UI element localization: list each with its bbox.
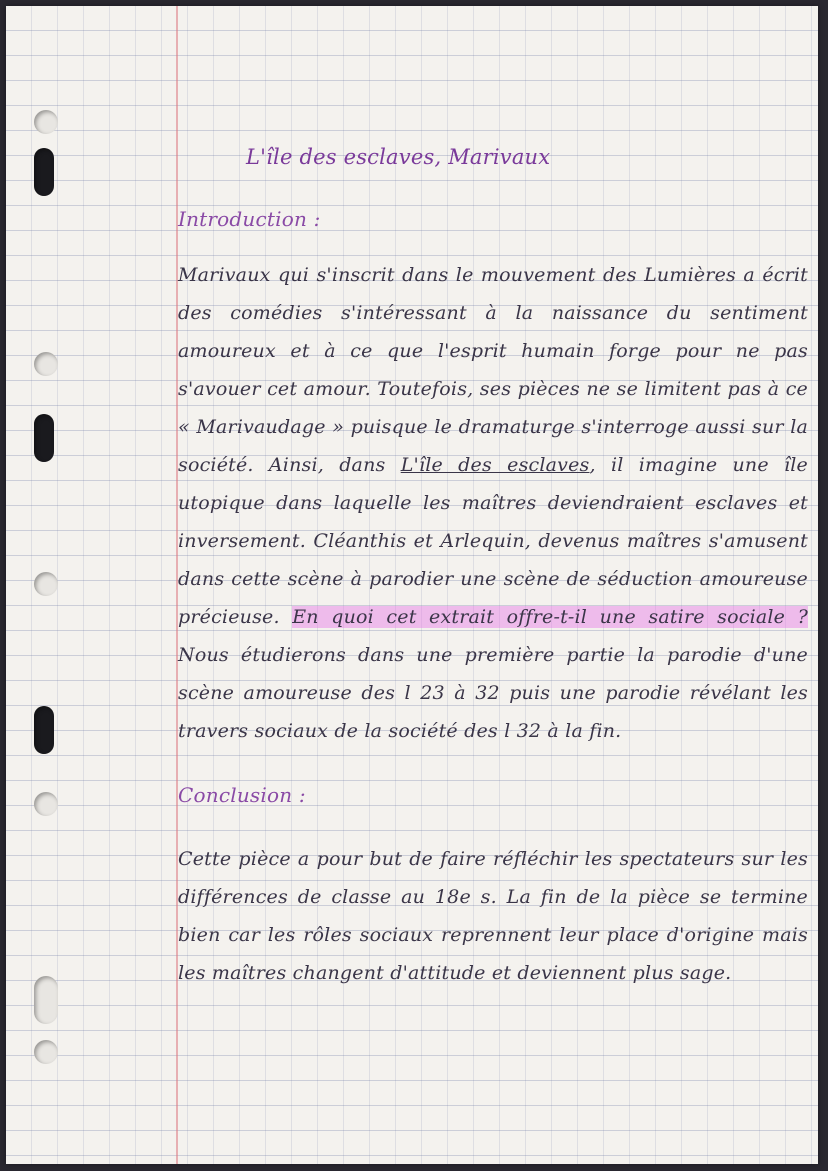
intro-text: Nous étudierons dans une première partie la parodie d'une scène amoureuse des l 23 à 32 puis une parodie révélant les travers sociaux de la société des l 32 à la fin. [178, 644, 808, 742]
problematic-highlight: En quoi cet extrait offre-t-il une satire sociale ? [292, 606, 809, 628]
intro-text: , il imagine une île utopique dans laquelle les maîtres deviendraient esclaves et inversement. Cléanthis et Arlequin, devenus maîtres s'amusent dans cette scène à parodier une scène de séduction amoureuse précieuse. [178, 454, 809, 628]
punch-hole [34, 110, 58, 134]
page-title: L'île des esclaves, Marivaux [246, 145, 551, 169]
punch-hole [34, 352, 58, 376]
punch-hole [34, 572, 58, 596]
punch-hole [34, 792, 58, 816]
introduction-heading: Introduction : [178, 207, 321, 231]
conclusion-paragraph: Cette pièce a pour but de faire réfléchir les spectateurs sur les différences de classe au 18e s. La fin de la pièce se termine bien car les rôles sociaux reprennent leur place d'origine mais les maîtres changent d'attitude et deviennent plus sage. [178, 848, 808, 984]
punch-hole [34, 1040, 58, 1064]
work-title-underlined: L'île des esclaves [400, 454, 590, 476]
punch-hole [34, 414, 54, 462]
conclusion-heading: Conclusion : [178, 783, 306, 807]
intro-text: Marivaux qui s'inscrit dans le mouvement des Lumières a écrit des comédies s'intéressant à la naissance du sentiment amoureux et à ce que l'esprit humain forge pour ne pas s'avouer cet amour. Toutefois, ses pièces ne se limitent pas à ce « Marivaudage » puisque le dramaturge s'interroge aussi sur la société. Ainsi, dans [178, 264, 808, 476]
notebook-page [6, 6, 818, 1164]
punch-hole [34, 976, 58, 1024]
punch-hole [34, 148, 54, 196]
introduction-paragraph [178, 256, 808, 750]
punch-hole [34, 706, 54, 754]
